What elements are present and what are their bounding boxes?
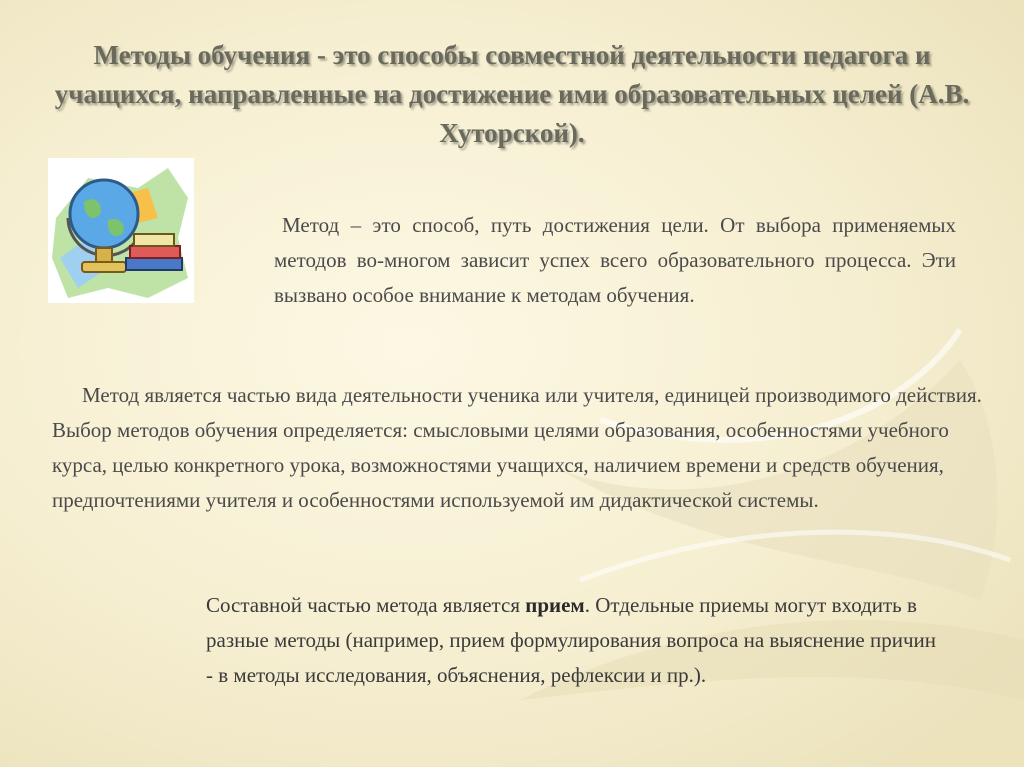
technique-text-after: . Отдельные приемы могут входить в разные методы (например, прием формулирования вопроса на выяснение причин - в методы исследования, объяснения, рефлексии и пр.). — [206, 593, 937, 687]
globe-and-books-icon — [48, 158, 194, 303]
technique-paragraph — [206, 588, 946, 693]
method-definition-paragraph: Метод – это способ, путь достижения цели. От выбора применяемых методов во-многом зависит успех всего образовательного процесса. Эти вызвано особое внимание к методам обучения. — [274, 213, 956, 307]
method-activity-paragraph: Метод является частью вида деятельности ученика или учителя, единицей производимого действия. Выбор методов обучения определяется: смысловыми целями образования, особенностями учебного курса, целью конкретного урока, возможностями учащихся, наличием времени и средств обучения, предпочтениями учителя и особенностями используемой им дидактической системы. — [52, 383, 982, 512]
technique-term: прием — [525, 593, 585, 617]
slide-title: Методы обучения - это способы совместной деятельности педагога и учащихся, направленные на достижение ими образовательных целей (А.В. Хуторской). — [54, 40, 970, 148]
technique-text-before: Составной частью метода является — [206, 593, 526, 617]
